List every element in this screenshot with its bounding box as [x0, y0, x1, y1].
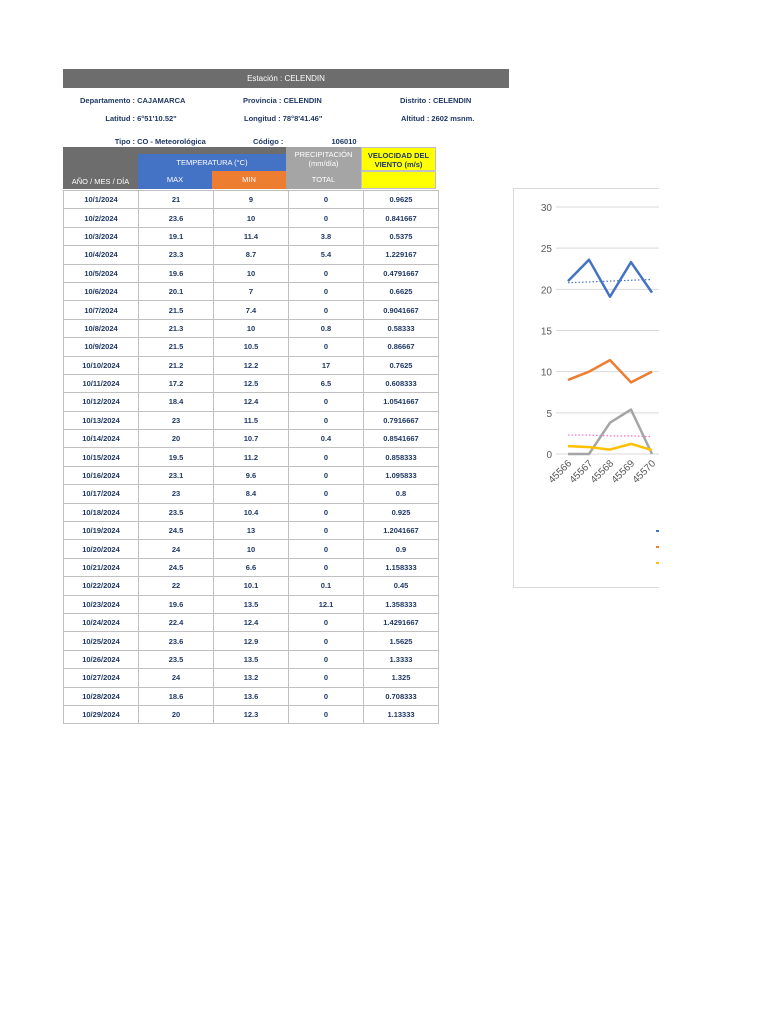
date-cell: 10/6/2024 [64, 282, 139, 300]
precip-cell: 0 [289, 485, 364, 503]
y-tick-label: 30 [540, 203, 552, 214]
x-tick-label: 45566 [546, 458, 575, 486]
wind-cell: 0.925 [364, 503, 439, 521]
min-cell: 13.5 [214, 595, 289, 613]
wind-cell: 0.9041667 [364, 301, 439, 319]
max-cell: 24.5 [139, 522, 214, 540]
precip-cell: 0 [289, 613, 364, 631]
precip-cell: 0 [289, 632, 364, 650]
precip-cell: 0.8 [289, 319, 364, 337]
wind-cell: 0.708333 [364, 687, 439, 705]
precip-cell: 0 [289, 558, 364, 576]
precip-cell: 0 [289, 669, 364, 687]
precip-cell: 0 [289, 282, 364, 300]
wind-cell: 1.13333 [364, 705, 439, 723]
table-row [64, 338, 439, 356]
max-cell: 23.1 [139, 466, 214, 484]
max-cell: 19.1 [139, 227, 214, 245]
min-cell: 10 [214, 319, 289, 337]
distrito-value: CELENDIN [432, 96, 472, 105]
station-title: Estación : CELENDIN [247, 74, 325, 83]
max-cell: 23.5 [139, 650, 214, 668]
table-row [64, 393, 439, 411]
header-max-label: MAX [166, 175, 184, 184]
precip-cell: 0 [289, 264, 364, 282]
max-cell: 23.3 [139, 246, 214, 264]
min-cell: 12.3 [214, 705, 289, 723]
min-cell: 8.4 [214, 485, 289, 503]
precip-cell: 0 [289, 411, 364, 429]
table-row [64, 485, 439, 503]
date-cell: 10/19/2024 [64, 522, 139, 540]
max-cell: 20 [139, 430, 214, 448]
codigo-label: Código : [253, 137, 284, 146]
date-cell: 10/29/2024 [64, 705, 139, 723]
min-cell: 12.4 [214, 613, 289, 631]
max-cell: 19.5 [139, 448, 214, 466]
date-cell: 10/26/2024 [64, 650, 139, 668]
header-velocidad-blank [361, 171, 436, 189]
wind-cell: 0.58333 [364, 319, 439, 337]
meta-latitud [63, 114, 177, 123]
meta-codigo [253, 137, 357, 146]
wind-cell: 0.9625 [364, 191, 439, 209]
max-cell: 21 [139, 191, 214, 209]
min-cell: 12.4 [214, 393, 289, 411]
max-cell: 23.6 [139, 632, 214, 650]
date-cell: 10/15/2024 [64, 448, 139, 466]
table-row [64, 522, 439, 540]
wind-cell: 1.158333 [364, 558, 439, 576]
table-row [64, 613, 439, 631]
table-row [64, 264, 439, 282]
min-cell: 12.2 [214, 356, 289, 374]
min-cell: 8.7 [214, 246, 289, 264]
wind-cell: 0.8541667 [364, 430, 439, 448]
max-cell: 19.6 [139, 264, 214, 282]
min-cell: 9 [214, 191, 289, 209]
departamento-value: CAJAMARCA [137, 96, 186, 105]
header-precipitacion-label: PRECIPITACIÓN [294, 150, 353, 159]
table-row [64, 411, 439, 429]
table-row [64, 191, 439, 209]
wind-cell: 0.6625 [364, 282, 439, 300]
precip-cell: 0 [289, 393, 364, 411]
tipo-value: CO - Meteorológica [137, 137, 206, 146]
max-cell: 23.5 [139, 503, 214, 521]
precip-cell: 0 [289, 209, 364, 227]
wind-cell: 0.86667 [364, 338, 439, 356]
max-cell: 17.2 [139, 374, 214, 392]
table-row [64, 632, 439, 650]
latitud-label: Latitud : [105, 114, 135, 123]
precip-cell: 5.4 [289, 246, 364, 264]
data-table-body [64, 191, 439, 724]
series-line-wind [568, 444, 652, 450]
provincia-value: CELENDIN [283, 96, 322, 105]
max-cell: 24 [139, 669, 214, 687]
header-max [138, 171, 212, 189]
table-row [64, 448, 439, 466]
max-cell: 21.2 [139, 356, 214, 374]
x-tick-label: 45570 [630, 458, 659, 486]
min-cell: 13.6 [214, 687, 289, 705]
max-cell: 21.3 [139, 319, 214, 337]
table-row [64, 282, 439, 300]
wind-cell: 0.7625 [364, 356, 439, 374]
wind-cell: 0.45 [364, 577, 439, 595]
date-cell: 10/24/2024 [64, 613, 139, 631]
altitud-label: Altitud : [401, 114, 430, 123]
wind-cell: 1.3333 [364, 650, 439, 668]
precip-cell: 0 [289, 466, 364, 484]
precip-cell: 0 [289, 191, 364, 209]
table-row [64, 540, 439, 558]
date-cell: 10/5/2024 [64, 264, 139, 282]
header-total [286, 171, 361, 189]
min-cell: 12.9 [214, 632, 289, 650]
wind-cell: 1.2041667 [364, 522, 439, 540]
max-cell: 22.4 [139, 613, 214, 631]
table-row [64, 669, 439, 687]
table-row [64, 577, 439, 595]
date-cell: 10/16/2024 [64, 466, 139, 484]
date-cell: 10/23/2024 [64, 595, 139, 613]
meta-tipo [63, 137, 206, 146]
wind-cell: 1.4291667 [364, 613, 439, 631]
meta-departamento [63, 96, 185, 105]
precip-cell: 0 [289, 705, 364, 723]
max-cell: 23 [139, 411, 214, 429]
min-cell: 6.6 [214, 558, 289, 576]
max-cell: 24 [139, 540, 214, 558]
date-cell: 10/11/2024 [64, 374, 139, 392]
date-cell: 10/7/2024 [64, 301, 139, 319]
min-cell: 9.6 [214, 466, 289, 484]
min-cell: 10 [214, 209, 289, 227]
date-cell: 10/18/2024 [64, 503, 139, 521]
table-row [64, 374, 439, 392]
table-row [64, 595, 439, 613]
table-row [64, 301, 439, 319]
precip-cell: 0 [289, 503, 364, 521]
provincia-label: Provincia : [243, 96, 282, 105]
x-tick-label: 45568 [588, 458, 617, 486]
date-cell: 10/9/2024 [64, 338, 139, 356]
wind-cell: 0.608333 [364, 374, 439, 392]
data-table [63, 190, 439, 724]
min-cell: 10.4 [214, 503, 289, 521]
wind-cell: 0.841667 [364, 209, 439, 227]
trendline-min [568, 435, 652, 437]
max-cell: 20 [139, 705, 214, 723]
min-cell: 11.4 [214, 227, 289, 245]
meta-distrito [400, 96, 471, 105]
distrito-label: Distrito : [400, 96, 431, 105]
precip-cell: 0 [289, 650, 364, 668]
min-cell: 11.5 [214, 411, 289, 429]
date-cell: 10/12/2024 [64, 393, 139, 411]
date-cell: 10/14/2024 [64, 430, 139, 448]
min-cell: 10.7 [214, 430, 289, 448]
date-cell: 10/4/2024 [64, 246, 139, 264]
table-row [64, 227, 439, 245]
date-cell: 10/21/2024 [64, 558, 139, 576]
min-cell: 10 [214, 264, 289, 282]
table-row [64, 430, 439, 448]
header-temperatura [138, 154, 286, 171]
meta-altitud [401, 114, 474, 123]
precip-cell: 6.5 [289, 374, 364, 392]
line-chart [514, 189, 659, 587]
x-tick-label: 45567 [567, 458, 596, 486]
chart-panel [513, 188, 659, 588]
date-cell: 10/2/2024 [64, 209, 139, 227]
table-row [64, 650, 439, 668]
table-row [64, 558, 439, 576]
precip-cell: 0 [289, 687, 364, 705]
precip-cell: 0.1 [289, 577, 364, 595]
header-velocidad-unit: VIENTO (m/s) [374, 160, 423, 169]
meta-provincia [243, 96, 322, 105]
wind-cell: 1.0541667 [364, 393, 439, 411]
header-fecha: AÑO / MES / DÍA [71, 177, 130, 186]
precip-cell: 0.4 [289, 430, 364, 448]
series-line-max [568, 260, 652, 297]
wind-cell: 1.325 [364, 669, 439, 687]
max-cell: 18.6 [139, 687, 214, 705]
latitud-value: 6°51'10.52" [137, 114, 177, 123]
header-velocidad [361, 147, 436, 171]
max-cell: 24.5 [139, 558, 214, 576]
y-tick-label: 10 [540, 367, 552, 379]
departamento-label: Departamento : [79, 96, 135, 105]
precip-cell: 0 [289, 522, 364, 540]
header-precipitacion-unit: (mm/día) [308, 159, 339, 168]
precip-cell: 0 [289, 448, 364, 466]
max-cell: 23.6 [139, 209, 214, 227]
table-row [64, 246, 439, 264]
codigo-value: 106010 [331, 137, 357, 146]
wind-cell: 1.358333 [364, 595, 439, 613]
max-cell: 22 [139, 577, 214, 595]
min-cell: 10.1 [214, 577, 289, 595]
header-total-label: TOTAL [311, 175, 336, 184]
max-cell: 23 [139, 485, 214, 503]
min-cell: 10.5 [214, 338, 289, 356]
y-tick-label: 20 [540, 285, 552, 297]
precip-cell: 0 [289, 301, 364, 319]
tipo-label: Tipo : [114, 137, 135, 146]
max-cell: 20.1 [139, 282, 214, 300]
header-velocidad-label: VELOCIDAD DEL [367, 151, 430, 160]
header-min-label: MIN [242, 175, 256, 184]
min-cell: 7 [214, 282, 289, 300]
header-temperatura-label: TEMPERATURA (°C) [176, 158, 248, 167]
max-cell: 18.4 [139, 393, 214, 411]
date-cell: 10/10/2024 [64, 356, 139, 374]
header-precipitacion [286, 147, 361, 171]
longitud-value: 78°8'41.46" [282, 114, 323, 123]
y-tick-label: 25 [540, 244, 552, 256]
station-title-bar [63, 69, 509, 88]
wind-cell: 0.858333 [364, 448, 439, 466]
meta-longitud [244, 114, 322, 123]
date-cell: 10/1/2024 [64, 191, 139, 209]
altitud-value: 2602 msnm. [431, 114, 475, 123]
table-row [64, 319, 439, 337]
min-cell: 7.4 [214, 301, 289, 319]
min-cell: 12.5 [214, 374, 289, 392]
wind-cell: 1.229167 [364, 246, 439, 264]
min-cell: 11.2 [214, 448, 289, 466]
table-row [64, 503, 439, 521]
header-min [212, 171, 286, 189]
date-cell: 10/13/2024 [64, 411, 139, 429]
longitud-label: Longitud : [244, 114, 281, 123]
wind-cell: 0.9 [364, 540, 439, 558]
precip-cell: 3.8 [289, 227, 364, 245]
min-cell: 10 [214, 540, 289, 558]
table-row [64, 209, 439, 227]
date-cell: 10/8/2024 [64, 319, 139, 337]
wind-cell: 0.4791667 [364, 264, 439, 282]
wind-cell: 0.5375 [364, 227, 439, 245]
date-cell: 10/25/2024 [64, 632, 139, 650]
table-row [64, 356, 439, 374]
precip-cell: 17 [289, 356, 364, 374]
wind-cell: 1.095833 [364, 466, 439, 484]
precip-cell: 0 [289, 540, 364, 558]
y-tick-label: 0 [546, 450, 552, 461]
min-cell: 13.5 [214, 650, 289, 668]
date-cell: 10/3/2024 [64, 227, 139, 245]
x-tick-label: 45569 [609, 458, 638, 486]
trendline-max [568, 279, 652, 282]
max-cell: 19.6 [139, 595, 214, 613]
max-cell: 21.5 [139, 301, 214, 319]
wind-cell: 0.7916667 [364, 411, 439, 429]
precip-cell: 0 [289, 338, 364, 356]
min-cell: 13 [214, 522, 289, 540]
date-cell: 10/27/2024 [64, 669, 139, 687]
date-cell: 10/28/2024 [64, 687, 139, 705]
precip-cell: 12.1 [289, 595, 364, 613]
y-tick-label: 5 [546, 408, 552, 420]
y-tick-label: 15 [540, 326, 552, 338]
wind-cell: 0.8 [364, 485, 439, 503]
wind-cell: 1.5625 [364, 632, 439, 650]
table-row [64, 466, 439, 484]
table-row [64, 705, 439, 723]
date-cell: 10/22/2024 [64, 577, 139, 595]
header-corner [63, 147, 138, 189]
date-cell: 10/17/2024 [64, 485, 139, 503]
table-row [64, 687, 439, 705]
max-cell: 21.5 [139, 338, 214, 356]
date-cell: 10/20/2024 [64, 540, 139, 558]
min-cell: 13.2 [214, 669, 289, 687]
